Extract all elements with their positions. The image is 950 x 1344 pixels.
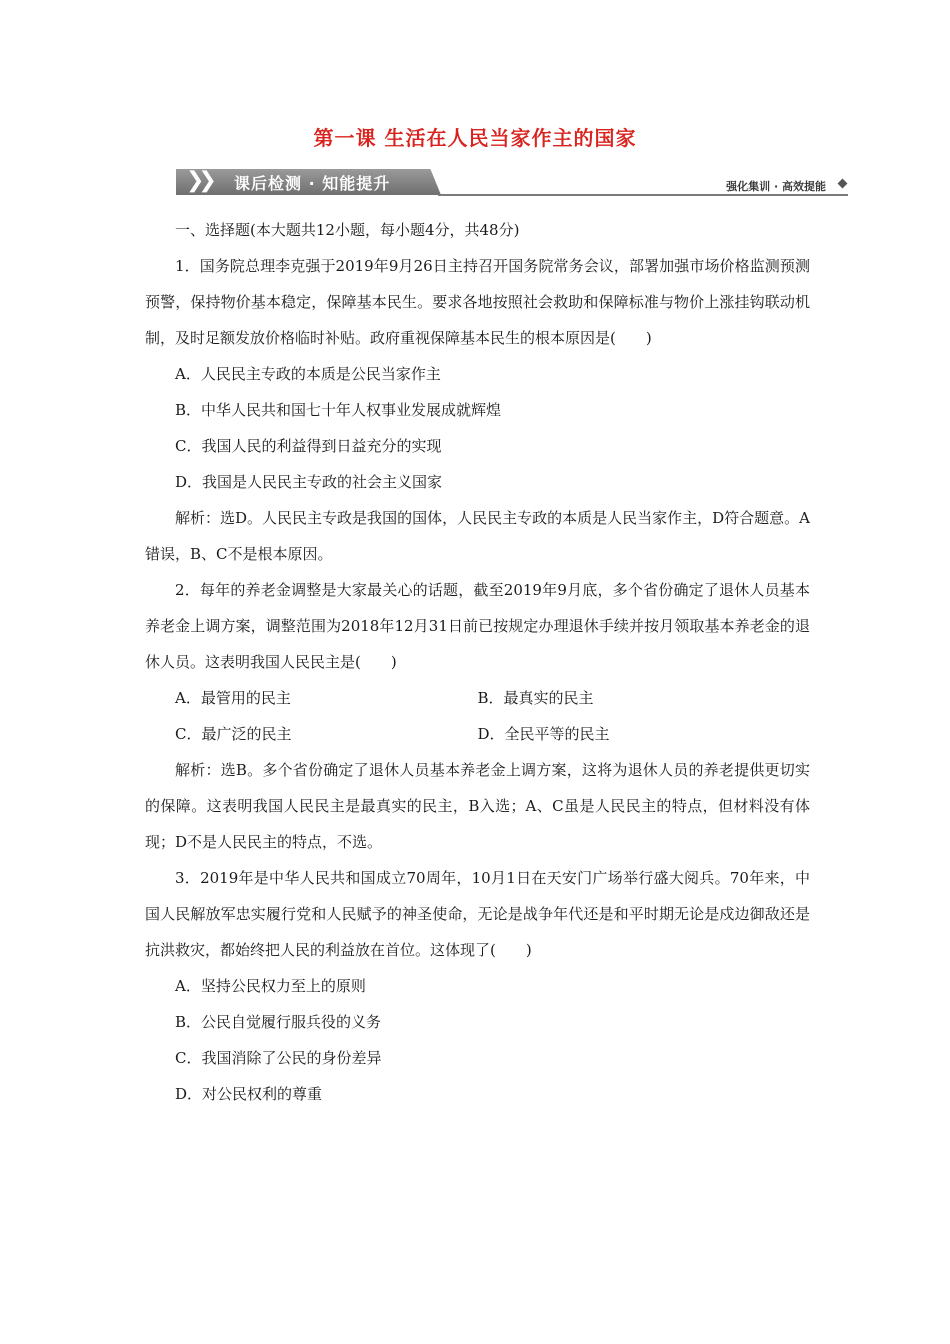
section-heading: 一、选择题(本大题共12小题，每小题4分，共48分) <box>175 221 520 239</box>
question-stem: 3．2019年是中华人民共和国成立70周年，10月1日在天安门广场举行盛大阅兵。70年来，中国人民解放军忠实履行党和人民赋予的神圣使命，无论是战争年代还是和平时期无论是戍边御敌还是抗洪救灾，都始终把人民的利益放在首位。这体现了( ) <box>145 869 810 959</box>
option-a: A．人民民主专政的本质是公民当家作主 <box>175 365 441 383</box>
option-d: D．我国是人民民主专政的社会主义国家 <box>175 473 443 491</box>
option-b: B．中华人民共和国七十年人权事业发展成就辉煌 <box>175 401 502 419</box>
option-c: C．我国消除了公民的身份差异 <box>175 1049 382 1067</box>
double-chevron-icon: ❯❯ <box>186 168 211 193</box>
option-d: D．对公民权利的尊重 <box>175 1085 323 1103</box>
question-stem: 2．每年的养老金调整是大家最关心的话题，截至2019年9月底，多个省份确定了退休人员基本养老金上调方案，调整范围为2018年12月31日前已按规定办理退休手续并按月领取基本养老金的退休人员。这表明我国人民民主是( ) <box>145 581 810 671</box>
analysis: 解析：选B。多个省份确定了退休人员基本养老金上调方案，这将为退休人员的养老提供更切实的保障。这表明我国人民民主是最真实的民主，B入选；A、C虽是人民民主的特点，但材料没有体现；D不是人民民主的特点，不选。 <box>145 761 810 851</box>
option-a: A．坚持公民权力至上的原则 <box>175 977 366 995</box>
diamond-icon <box>838 179 848 189</box>
option-row <box>145 680 810 716</box>
page-title: 第一课 生活在人民当家作主的国家 <box>313 126 637 150</box>
option-b: B．最真实的民主 <box>477 689 594 707</box>
option-row <box>145 716 810 752</box>
banner-title: 课后检测 · 知能提升 <box>234 174 391 193</box>
option-b: B．公民自觉履行服兵役的义务 <box>175 1013 382 1031</box>
section-banner <box>176 167 848 197</box>
banner-subtitle: 强化集训 · 高效提能 <box>726 180 826 193</box>
option-c: C．最广泛的民主 <box>175 725 292 743</box>
analysis: 解析：选D。人民民主专政是我国的国体，人民民主专政的本质是人民当家作主，D符合题意。A错误，B、C不是根本原因。 <box>145 509 810 563</box>
banner-divider <box>438 194 848 196</box>
document-body <box>145 212 810 1112</box>
option-c: C．我国人民的利益得到日益充分的实现 <box>175 437 442 455</box>
option-a: A．最管用的民主 <box>175 689 291 707</box>
question-stem: 1．国务院总理李克强于2019年9月26日主持召开国务院常务会议，部署加强市场价格监测预测预警，保持物价基本稳定，保障基本民生。要求各地按照社会救助和保障标准与物价上涨挂钩联动机制，及时足额发放价格临时补贴。政府重视保障基本民生的根本原因是( ) <box>145 257 810 347</box>
option-d: D．全民平等的民主 <box>477 725 610 743</box>
